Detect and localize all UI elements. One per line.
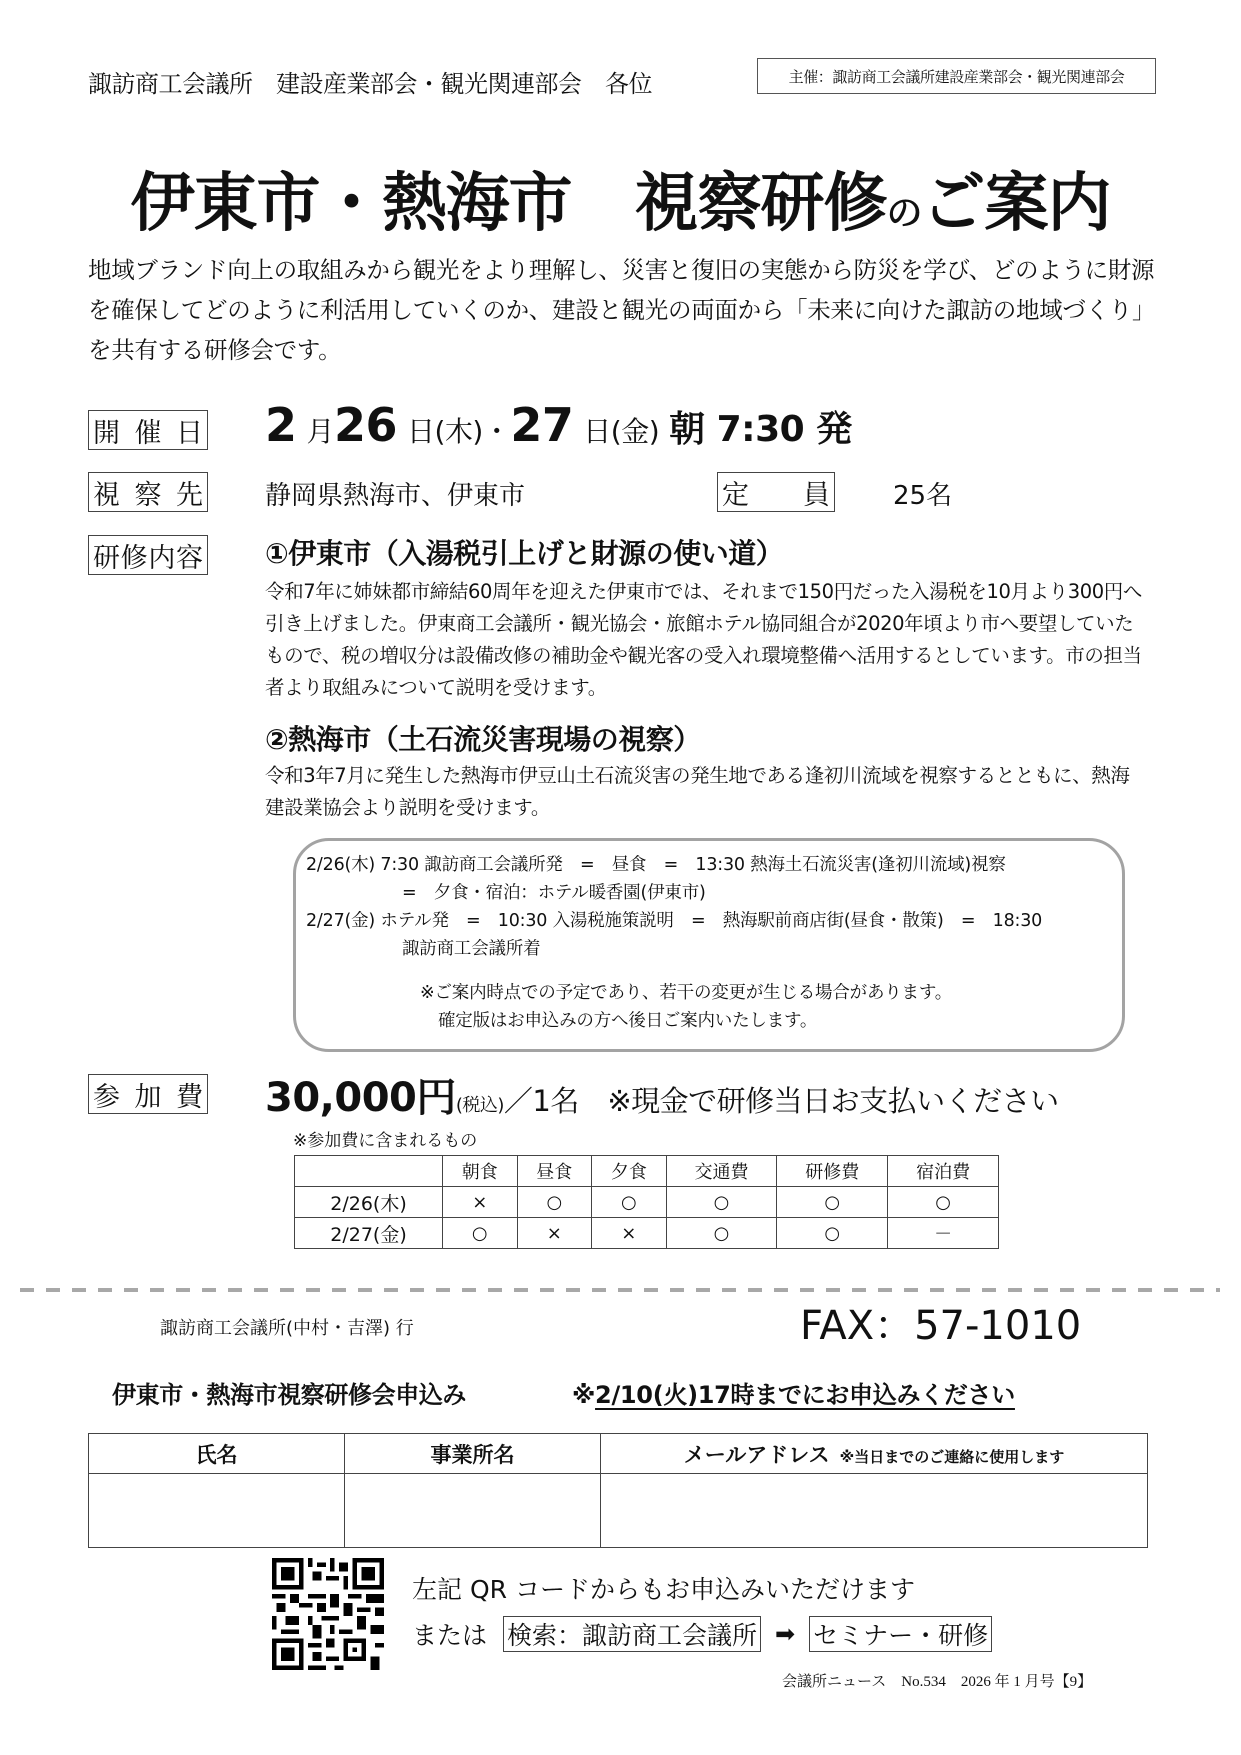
name-field[interactable]: [89, 1474, 345, 1548]
table-cell: 2/27(金): [295, 1218, 443, 1249]
table-row: [295, 1218, 999, 1249]
qr-code-icon[interactable]: [272, 1558, 384, 1670]
fee-included-note: ※参加費に含まれるもの: [293, 1131, 478, 1151]
label-date: [88, 410, 208, 450]
arrow-right-icon: ➡: [775, 1620, 796, 1648]
day1-number: 26: [333, 398, 397, 452]
table-cell: ×: [592, 1218, 667, 1249]
form-header-name: 氏名: [89, 1434, 345, 1474]
section-atami-heading: ②熱海市（土石流災害現場の視察）: [265, 723, 701, 756]
search-instruction: [412, 1616, 992, 1652]
label-char: 視: [93, 479, 120, 511]
table-row: [295, 1187, 999, 1218]
label-char: 研: [93, 542, 120, 574]
label-content: [88, 535, 208, 575]
schedule-note: ※ご案内時点での予定であり、若干の変更が生じる場合があります。: [420, 983, 953, 1003]
destination: 静岡県熱海市、伊東市: [265, 481, 526, 511]
fee-line: [265, 1066, 1059, 1123]
schedule-line: = 夕食・宿泊：ホテル暖香園(伊東市): [402, 883, 706, 903]
label-fee: [88, 1074, 208, 1114]
table-cell: ×: [443, 1187, 518, 1218]
table-cell: ○: [777, 1218, 888, 1249]
day1-suffix: 日(木)・: [406, 415, 511, 448]
table-header: 交通費: [666, 1156, 777, 1187]
table-cell: ○: [443, 1218, 518, 1249]
table-cell: 2/26(木): [295, 1187, 443, 1218]
label-char: 修: [120, 542, 148, 574]
label-char: 容: [175, 542, 203, 574]
label-char: 開: [93, 417, 120, 449]
section-ito-heading: ①伊東市（入湯税引上げと財源の使い道）: [265, 537, 784, 570]
schedule-line: 2/27(金) ホテル発 = 10:30 入湯税施策説明 = 熱海駅前商店街(昼食・散策) = 18:30: [306, 911, 1043, 931]
deadline-text: 2/10(火)17時までにお申込みください: [595, 1381, 1015, 1409]
email-note: ※当日までのご連絡に使用します: [839, 1447, 1065, 1466]
label-char: 費: [176, 1081, 203, 1113]
label-char: 定: [722, 479, 749, 511]
label-char: 員: [803, 479, 830, 511]
table-cell: ○: [592, 1187, 667, 1218]
schedule-line: 2/26(木) 7:30 諏訪商工会議所発 = 昼食 = 13:30 熱海土石流災害(逢初川流域)視察: [306, 855, 1006, 875]
email-field[interactable]: [601, 1474, 1148, 1548]
label-destination: [88, 472, 208, 512]
fax-number: FAX：57-1010: [800, 1303, 1082, 1349]
month-number: 2: [265, 398, 297, 452]
fee-per-person: ／1名 ※現金で研修当日お支払いください: [503, 1084, 1059, 1118]
label-char: 参: [93, 1081, 120, 1113]
schedule-box: [293, 838, 1125, 1052]
table-cell: －: [888, 1218, 999, 1249]
table-header: 研修費: [777, 1156, 888, 1187]
application-deadline: [572, 1375, 1015, 1410]
capacity-value: 25名: [893, 481, 953, 511]
intro-paragraph: 地域ブランド向上の取組みから観光をより理解し、災害と復旧の実態から防災を学び、どのように財源を確保してどのように利活用していくのか、建設と観光の両面から「未来に向けた諏訪の地域づくり」を共有する研修会です。: [88, 256, 1156, 364]
event-date: [265, 398, 852, 452]
page-footer: 会議所ニュース No.534 2026 年 1 月号【9】: [782, 1674, 1093, 1690]
title-particle: の: [886, 193, 922, 234]
cut-line-divider: [20, 1288, 1220, 1292]
deadline-prefix: ※: [572, 1381, 596, 1409]
form-header-company: 事業所名: [345, 1434, 601, 1474]
departure-time: 朝 7:30 発: [669, 409, 852, 450]
fee-tax: (税込): [455, 1095, 504, 1116]
or-text: または: [412, 1621, 488, 1650]
organizer-text: 主催：諏訪商工会議所建設産業部会・観光関連部会: [788, 67, 1125, 86]
application-title: 伊東市・熱海市視察研修会申込み: [112, 1381, 466, 1409]
company-field[interactable]: [345, 1474, 601, 1548]
fee-amount: 30,000円: [265, 1075, 456, 1121]
table-header: 朝食: [443, 1156, 518, 1187]
table-cell: ○: [777, 1187, 888, 1218]
title-tail: ご案内: [921, 167, 1111, 241]
label-char: 加: [134, 1081, 162, 1113]
schedule-note: 確定版はお申込みの方へ後日ご案内いたします。: [438, 1011, 818, 1031]
seminar-menu-box: セミナー・研修: [809, 1616, 992, 1652]
label-char: 日: [176, 417, 203, 449]
email-label: メールアドレス: [683, 1442, 830, 1467]
form-header-row: [89, 1434, 1148, 1474]
search-keyword-box: 検索：諏訪商工会議所: [503, 1616, 761, 1652]
label-char: 内: [148, 542, 176, 574]
form-input-row: [89, 1474, 1148, 1548]
table-cell: ○: [666, 1187, 777, 1218]
organizer-box: [757, 58, 1156, 94]
included-items-table: [294, 1155, 999, 1249]
schedule-line: 諏訪商工会議所着: [402, 939, 541, 959]
form-header-email: [601, 1434, 1148, 1474]
addressee: 諏訪商工会議所 建設産業部会・観光関連部会 各位: [88, 70, 652, 98]
section-ito-body: 令和7年に姉妹都市締結60周年を迎えた伊東市では、それまで150円だった入湯税を10月より300円へ引き上げました。伊東商工会議所・観光協会・旅館ホテル協同組合が2020年頃より市へ要望していたもので、税の増収分は設備改修の補助金や観光客の受入れ環境整備へ活用するとしています。市の担当者より取組みについて説明を受けます。: [265, 580, 1142, 699]
table-cell: ○: [666, 1218, 777, 1249]
section-atami-body: 令和3年7月に発生した熱海市伊豆山土石流災害の発生地である逢初川流域を視察するとともに、熱海建設業協会より説明を受けます。: [265, 764, 1130, 819]
label-capacity: [717, 472, 835, 512]
month-unit: 月: [306, 415, 334, 448]
qr-instruction: 左記 QR コードからもお申込みいただけます: [412, 1575, 915, 1604]
day2-number: 27: [510, 398, 574, 452]
table-cell: ×: [517, 1218, 592, 1249]
table-cell: ○: [517, 1187, 592, 1218]
table-cell: ○: [888, 1187, 999, 1218]
application-recipient: 諏訪商工会議所(中村・吉澤) 行: [160, 1318, 414, 1339]
label-char: 察: [134, 479, 162, 511]
label-char: 催: [134, 417, 162, 449]
application-form-table: [88, 1433, 1148, 1548]
table-header: 夕食: [592, 1156, 667, 1187]
title-main: 伊東市・熱海市 視察研修: [130, 167, 887, 241]
table-header: [295, 1156, 443, 1187]
table-header-row: [295, 1156, 999, 1187]
day2-suffix: 日(金): [583, 415, 660, 448]
table-header: 昼食: [517, 1156, 592, 1187]
table-header: 宿泊費: [888, 1156, 999, 1187]
page-title: [0, 152, 1241, 244]
label-char: 先: [176, 479, 203, 511]
